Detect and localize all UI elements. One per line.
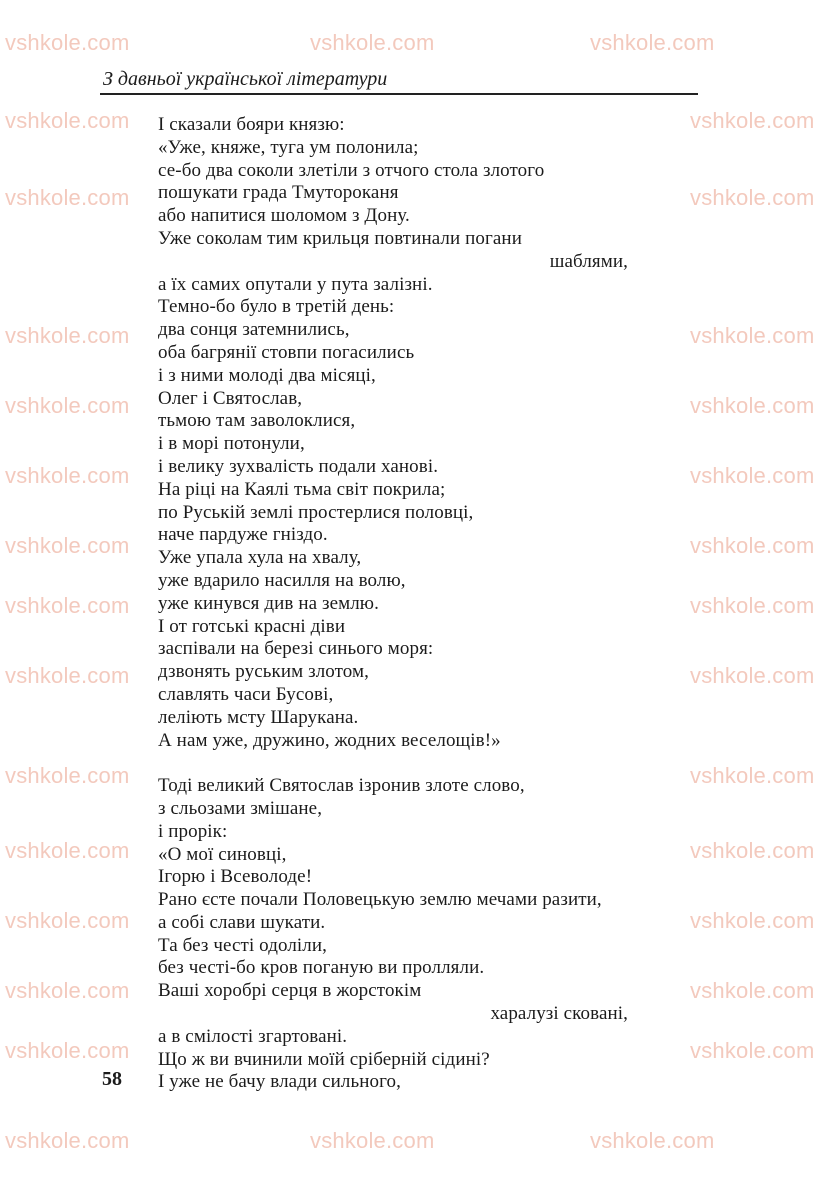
poem-line: заспівали на березі синього моря: (158, 638, 434, 660)
poem-line: або напитися шоломом з Дону. (158, 205, 410, 227)
stanza-gap (158, 752, 628, 775)
poem-line: «О мої синовці, (158, 843, 287, 865)
watermark: vshkole.com (590, 30, 715, 55)
poem-line: Що ж ви вчинили моїй сріберній сідині? (158, 1048, 490, 1070)
watermark: vshkole.com (5, 593, 130, 618)
poem-line: Та без честі одоліли, (158, 934, 328, 956)
poem-line: І сказали бояри князю: (158, 114, 345, 135)
poem-line: уже вдарило насилля на волю, (158, 569, 406, 591)
watermark: vshkole.com (5, 533, 130, 558)
watermark: vshkole.com (690, 393, 814, 418)
page-number: 58 (102, 1068, 122, 1090)
watermark: vshkole.com (690, 463, 814, 488)
poem-line: а в смілості згартовані. (158, 1025, 348, 1047)
watermark: vshkole.com (690, 908, 814, 933)
running-header (100, 66, 698, 98)
watermark: vshkole.com (590, 1128, 715, 1153)
poem-line: а собі слави шукати. (158, 911, 326, 933)
poem-line: Уже упала хула на хвалу, (158, 547, 362, 569)
poem-line: з сльозами змішане, (158, 797, 323, 819)
running-header-title: З давньої української літератури (103, 68, 388, 90)
watermark: vshkole.com (690, 663, 814, 688)
watermark: vshkole.com (5, 763, 130, 788)
watermark: vshkole.com (5, 393, 130, 418)
watermark: vshkole.com (310, 30, 435, 55)
watermark: vshkole.com (690, 533, 814, 558)
poem-line: Темно-бо було в третій день: (158, 296, 395, 318)
poem-line: наче пардуже гніздо. (158, 524, 328, 546)
poem-line: а їх самих опутали у пута залізні. (158, 273, 433, 295)
poem-line: шаблями, (549, 250, 628, 272)
watermark: vshkole.com (690, 108, 814, 133)
poem-line: дзвонять руським злотом, (158, 661, 369, 683)
watermark: vshkole.com (5, 908, 130, 933)
watermark: vshkole.com (690, 978, 814, 1003)
watermark: vshkole.com (5, 30, 130, 55)
poem-line: се-бо два соколи злетіли з отчого стола злотого (158, 159, 545, 181)
watermark: vshkole.com (5, 838, 130, 863)
poem-line: леліють мсту Шарукана. (158, 706, 359, 728)
poem-line: На ріці на Каялі тьма світ покрила; (158, 478, 446, 500)
poem-line: без честі-бо кров поганую ви пролляли. (158, 957, 485, 979)
poem-line: І от готські красні діви (158, 615, 346, 637)
poem-line: оба багрянії стовпи погасились (158, 341, 415, 363)
watermark: vshkole.com (310, 1128, 435, 1153)
watermark: vshkole.com (690, 593, 814, 618)
watermark: vshkole.com (5, 185, 130, 210)
poem-line: харалузі сковані, (490, 1003, 628, 1025)
poem-line: по Руській землі простерлися половці, (158, 501, 474, 523)
watermark: vshkole.com (5, 463, 130, 488)
poem-line: Ваші хоробрі серця в жорстокім (158, 980, 422, 1002)
watermark: vshkole.com (690, 838, 814, 863)
watermark: vshkole.com (5, 1128, 130, 1153)
watermark: vshkole.com (5, 108, 130, 133)
poem-line: Уже соколам тим крильця повтинали погани (158, 227, 522, 249)
watermark: vshkole.com (690, 763, 814, 788)
watermark: vshkole.com (690, 323, 814, 348)
watermark: vshkole.com (690, 185, 814, 210)
poem-line: славлять часи Бусові, (158, 683, 334, 705)
watermark: vshkole.com (5, 323, 130, 348)
poem-line: тьмою там заволоклися, (158, 410, 356, 432)
poem-line: Ігорю і Всеволоде! (158, 866, 313, 888)
poem-line: Тоді великий Святослав ізронив злоте слово, (158, 775, 525, 797)
poem-line: і в морі потонули, (158, 433, 305, 455)
poem-line: два сонця затемнились, (158, 319, 350, 341)
header-rule (100, 93, 698, 95)
poem-line: уже кинувся див на землю. (158, 592, 379, 614)
watermark: vshkole.com (5, 978, 130, 1003)
poem-line: Олег і Святослав, (158, 387, 303, 409)
poem-line: і велику зухвалість подали ханові. (158, 455, 439, 477)
poem-line: і прорік: (158, 820, 228, 842)
poem-line: «Уже, княже, туга ум полонила; (158, 136, 419, 158)
poem-line: І уже не бачу влади сильного, (158, 1071, 401, 1093)
poem-line: і з ними молоді два місяці, (158, 364, 376, 386)
watermark: vshkole.com (690, 1038, 814, 1063)
poem-text (158, 114, 628, 1094)
poem-line: А нам уже, дружино, жодних веселощів!» (158, 729, 501, 751)
poem-line: Рано єсте почали Половецькую землю мечами разити, (158, 889, 602, 911)
watermark: vshkole.com (5, 663, 130, 688)
watermark: vshkole.com (5, 1038, 130, 1063)
poem-line: пошукати града Тмутороканя (158, 182, 399, 204)
